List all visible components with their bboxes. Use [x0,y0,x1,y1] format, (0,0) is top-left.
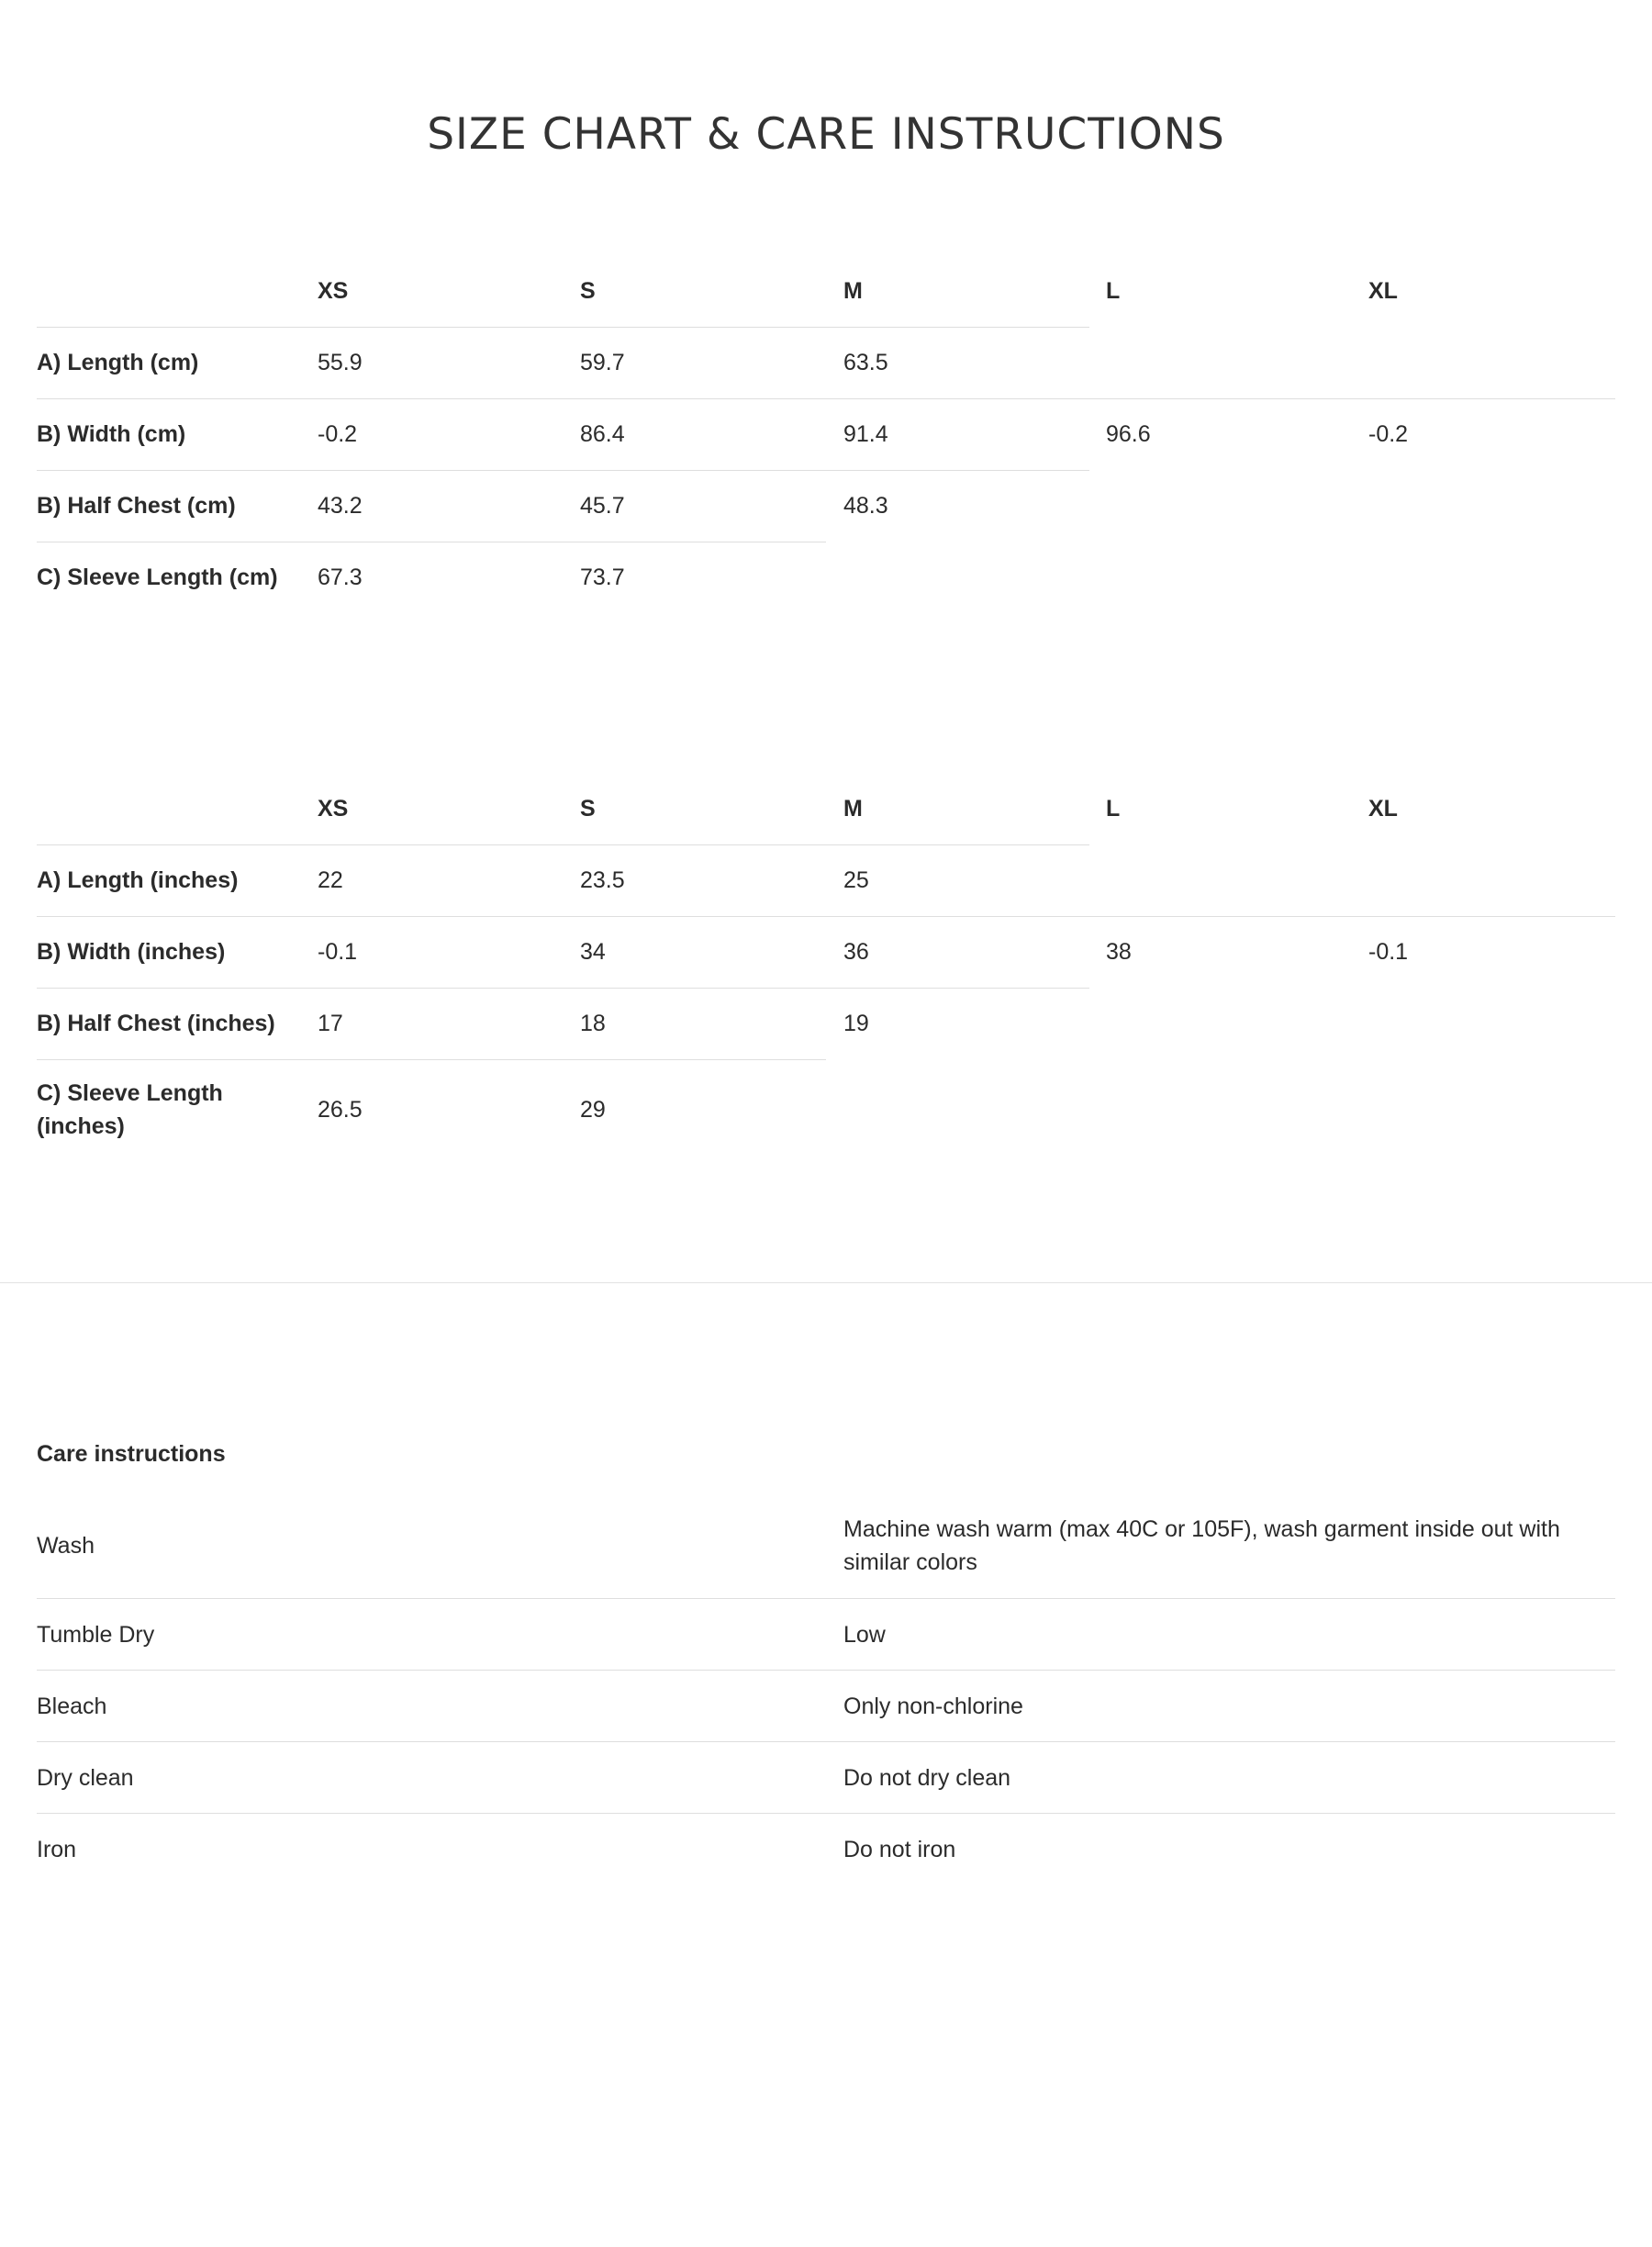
table-cell: 43.2 [318,493,363,519]
row-divider [37,1059,826,1060]
table-cell: -0.1 [1368,939,1409,965]
care-row-bleach [37,1671,1615,1742]
table-row [37,542,1615,613]
care-instructions-heading: Care instructions [37,1441,226,1467]
table-cell: 23.5 [580,867,625,893]
table-row [37,470,1615,542]
table-cell: -0.1 [318,939,358,965]
size-table-cm [37,255,1615,613]
header-empty-cell [37,773,312,844]
size-header-s: S [580,796,596,822]
care-label: Wash [37,1532,95,1559]
row-label: B) Half Chest (cm) [37,493,236,519]
header-empty-cell [37,255,312,327]
row-divider [37,988,1089,989]
care-row-dry-clean [37,1742,1615,1814]
care-row-wash [37,1492,1615,1599]
care-label: Iron [37,1836,77,1862]
row-divider [37,844,1089,845]
table-cell: 36 [843,939,869,965]
row-divider [37,916,1615,917]
care-value: Do not iron [843,1836,956,1862]
table-row [37,327,1615,398]
size-table-inches [37,773,1615,1160]
size-header-xs: XS [318,278,349,304]
table-cell: 18 [580,1011,606,1036]
size-header-l: L [1106,278,1121,304]
care-value: Only non-chlorine [843,1693,1023,1719]
section-divider [0,1282,1652,1283]
row-divider [37,327,1089,328]
table-cell: 48.3 [843,493,888,519]
table-cell: 55.9 [318,350,363,375]
row-label: B) Width (inches) [37,939,226,965]
table-cell: 45.7 [580,493,625,519]
table-cell: 86.4 [580,421,625,447]
table-cell: -0.2 [318,421,358,447]
table-cell: 38 [1106,939,1132,965]
table-cell: 22 [318,867,343,893]
row-label: A) Length (cm) [37,350,199,375]
care-row-tumble-dry [37,1599,1615,1671]
care-value: Machine wash warm (max 40C or 105F), wash garment inside out with similar colors [843,1515,1560,1575]
size-header-m: M [843,796,863,822]
table-row [37,398,1615,470]
care-label: Dry clean [37,1764,134,1791]
table-row [37,988,1615,1059]
table-cell: 34 [580,939,606,965]
table-row [37,1059,1615,1160]
table-cell: 91.4 [843,421,888,447]
size-header-xl: XL [1368,278,1398,304]
size-header-l: L [1106,796,1121,822]
table-cell: 19 [843,1011,869,1036]
row-label: A) Length (inches) [37,867,239,893]
page-title: SIZE CHART & CARE INSTRUCTIONS [427,109,1225,160]
table-cell: 59.7 [580,350,625,375]
row-label: C) Sleeve Length (cm) [37,565,278,590]
size-header-row [37,773,1615,844]
table-cell: -0.2 [1368,421,1409,447]
care-label: Bleach [37,1693,107,1719]
table-cell: 29 [580,1097,606,1123]
table-cell: 26.5 [318,1097,363,1123]
row-label: C) Sleeve Length (inches) [37,1080,223,1139]
table-cell: 63.5 [843,350,888,375]
table-cell: 67.3 [318,565,363,590]
size-header-xs: XS [318,796,349,822]
size-header-xl: XL [1368,796,1398,822]
care-value: Do not dry clean [843,1764,1011,1791]
row-label: B) Width (cm) [37,421,186,447]
size-header-row [37,255,1615,327]
care-instructions-table [37,1492,1615,1884]
row-divider [37,398,1615,399]
table-cell: 25 [843,867,869,893]
care-label: Tumble Dry [37,1621,155,1648]
row-label: B) Half Chest (inches) [37,1011,275,1036]
table-cell: 96.6 [1106,421,1151,447]
size-header-m: M [843,278,863,304]
table-cell: 73.7 [580,565,625,590]
size-header-s: S [580,278,596,304]
care-value: Low [843,1621,886,1648]
table-cell: 17 [318,1011,343,1036]
table-row [37,916,1615,988]
care-row-iron [37,1814,1615,1884]
table-row [37,844,1615,916]
row-divider [37,470,1089,471]
